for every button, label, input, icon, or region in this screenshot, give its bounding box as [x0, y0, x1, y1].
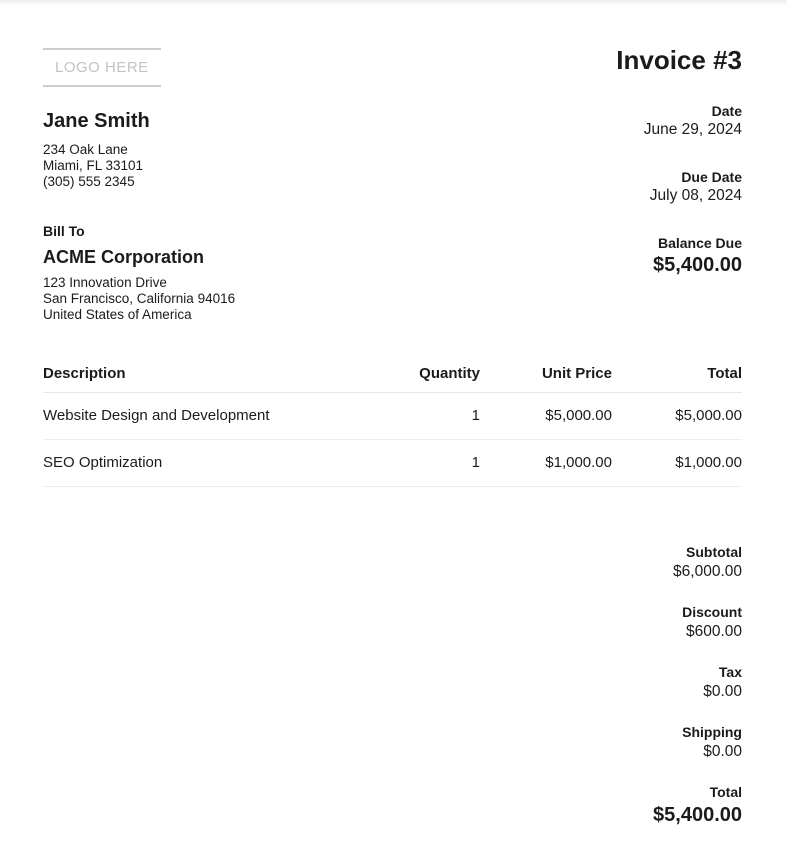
column-header-total: Total [612, 365, 742, 393]
line-items-table [43, 365, 742, 487]
date-label: Date [711, 103, 742, 119]
logo-upload-placeholder[interactable] [43, 48, 161, 87]
total-label: Total [709, 784, 742, 800]
table-row [43, 393, 742, 440]
invoice-due-date [644, 169, 742, 205]
summary-shipping [43, 722, 742, 762]
summary-section [43, 542, 742, 828]
client-address [43, 275, 235, 323]
sender-address-line: 234 Oak Lane [43, 142, 128, 157]
item-total: $5,000.00 [612, 393, 742, 440]
tax-label: Tax [718, 664, 742, 680]
column-header-quantity: Quantity [380, 365, 480, 393]
column-header-description: Description [43, 365, 380, 393]
balance-due-value: $5,400.00 [653, 254, 742, 276]
invoice-parties [43, 87, 742, 323]
invoice-header [43, 45, 742, 87]
client-address-line: San Francisco, California 94016 [43, 291, 236, 306]
summary-subtotal [43, 542, 742, 582]
shipping-value: $0.00 [703, 743, 742, 760]
item-unit-price: $5,000.00 [480, 393, 612, 440]
total-value: $5,400.00 [653, 804, 742, 826]
sender-and-client [43, 87, 235, 323]
invoice-meta [644, 103, 742, 323]
discount-value: $600.00 [685, 623, 742, 640]
subtotal-value: $6,000.00 [673, 563, 742, 580]
discount-label: Discount [682, 604, 742, 620]
date-value: June 29, 2024 [643, 121, 742, 138]
item-description: Website Design and Development [43, 393, 380, 440]
summary-total [43, 782, 742, 828]
tax-value: $0.00 [703, 683, 742, 700]
balance-due-label: Balance Due [657, 235, 742, 251]
sender-name: Jane Smith [43, 110, 150, 132]
table-header-row [43, 365, 742, 393]
item-quantity: 1 [380, 440, 480, 487]
item-unit-price: $1,000.00 [480, 440, 612, 487]
sender-address-line: (305) 555 2345 [43, 174, 135, 189]
summary-tax [43, 662, 742, 702]
client-name: ACME Corporation [43, 247, 204, 267]
balance-due [644, 235, 742, 278]
sender-address [43, 142, 235, 190]
invoice-date [644, 103, 742, 139]
due-date-label: Due Date [681, 169, 742, 185]
due-date-value: July 08, 2024 [649, 187, 742, 204]
invoice-page [0, 45, 787, 828]
invoice-title: Invoice #3 [616, 45, 742, 75]
item-total: $1,000.00 [612, 440, 742, 487]
bill-to-label: Bill To [43, 223, 85, 239]
table-row [43, 440, 742, 487]
item-quantity: 1 [380, 393, 480, 440]
item-description: SEO Optimization [43, 440, 380, 487]
summary-discount [43, 602, 742, 642]
logo-placeholder-label: LOGO HERE [55, 59, 149, 76]
page-top-edge [0, 0, 787, 6]
client-address-line: United States of America [43, 307, 192, 322]
subtotal-label: Subtotal [686, 544, 742, 560]
client-address-line: 123 Innovation Drive [43, 275, 167, 290]
sender-address-line: Miami, FL 33101 [43, 158, 144, 173]
shipping-label: Shipping [682, 724, 742, 740]
column-header-unit-price: Unit Price [480, 365, 612, 393]
